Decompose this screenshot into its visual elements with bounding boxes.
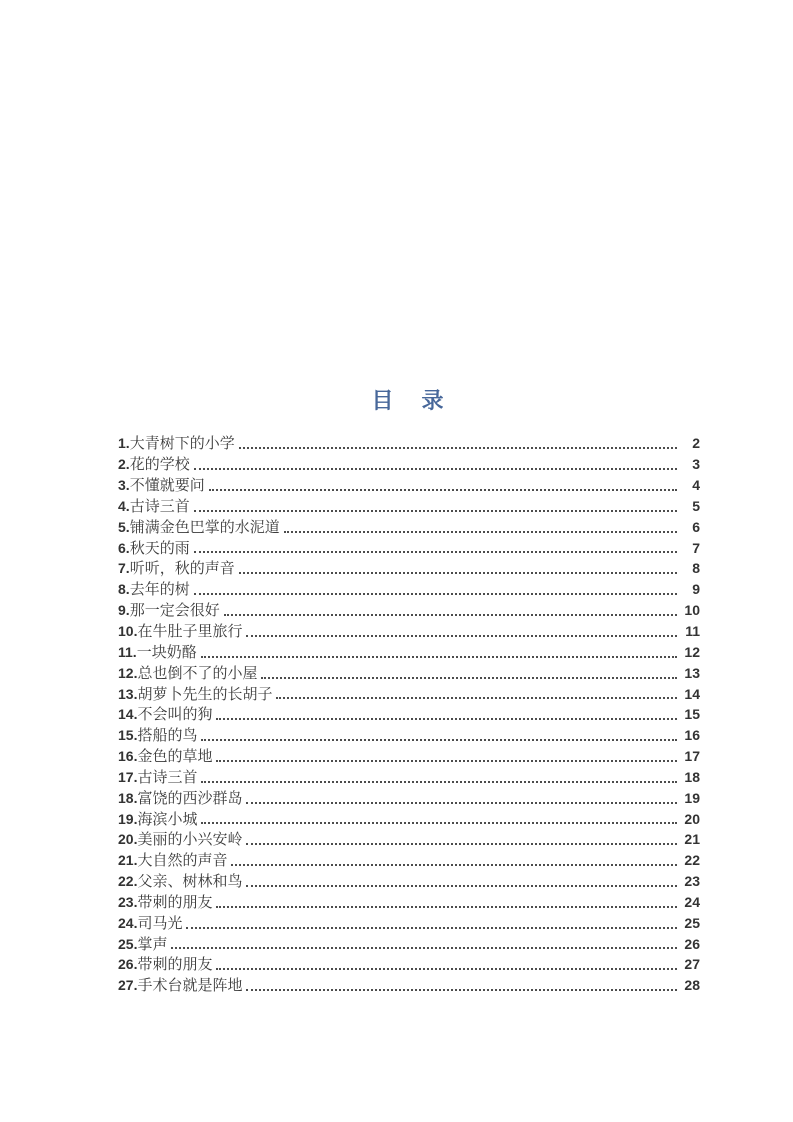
dotted-leader-line	[209, 489, 677, 491]
dotted-leader-line	[216, 760, 677, 762]
toc-entry[interactable]	[118, 933, 700, 954]
toc-entry-title: 古诗三首	[137, 768, 198, 786]
toc-entry-title: 去年的树	[129, 581, 190, 599]
toc-entry-title: 美丽的小兴安岭	[137, 831, 243, 849]
toc-entry[interactable]	[118, 620, 700, 641]
toc-entry-page: 25	[684, 914, 700, 931]
toc-entry-num: 13.	[118, 685, 138, 702]
toc-entry-page: 27	[684, 956, 700, 973]
toc-entry-page: 9	[692, 581, 700, 598]
toc-entry-title: 不会叫的狗	[137, 706, 213, 724]
toc-entry-num: 10.	[118, 622, 138, 639]
toc-entry-num: 22.	[118, 873, 138, 890]
dotted-leader-line	[246, 802, 677, 804]
dotted-leader-line	[186, 927, 677, 929]
dotted-leader-line	[246, 989, 677, 991]
toc-entry-page: 2	[692, 435, 700, 452]
toc-entry-num: 27.	[118, 977, 138, 994]
toc-entry-page: 3	[692, 456, 700, 473]
dotted-leader-line	[201, 822, 677, 824]
toc-entry-page: 13	[684, 664, 700, 681]
toc-entry[interactable]	[118, 662, 700, 683]
toc-entry-num: 1.	[118, 435, 130, 452]
toc-entry-num: 7.	[118, 560, 130, 577]
toc-entry-page: 4	[692, 477, 700, 494]
toc-entry-num: 17.	[118, 768, 138, 785]
toc-entry-num: 12.	[118, 664, 138, 681]
toc-entry-num: 5.	[118, 518, 130, 535]
toc-entry-title: 搭船的鸟	[137, 727, 198, 745]
toc-entry[interactable]	[118, 912, 700, 933]
toc-entry-title: 不懂就要问	[129, 477, 205, 495]
toc-entry-num: 15.	[118, 727, 138, 744]
toc-entry-page: 16	[684, 727, 700, 744]
toc-entry[interactable]	[118, 891, 700, 912]
dotted-leader-line	[216, 906, 677, 908]
toc-entry-title: 大青树下的小学	[129, 435, 235, 453]
toc-entry-num: 2.	[118, 456, 130, 473]
toc-entry[interactable]	[118, 641, 700, 662]
toc-list	[118, 432, 700, 995]
toc-entry-page: 5	[692, 497, 700, 514]
dotted-leader-line	[201, 656, 677, 658]
toc-entry-page: 24	[684, 893, 700, 910]
dotted-leader-line	[194, 593, 677, 595]
toc-entry-title: 海滨小城	[137, 810, 198, 828]
toc-entry[interactable]	[118, 849, 700, 870]
toc-entry-num: 20.	[118, 831, 138, 848]
toc-entry-page: 7	[692, 539, 700, 556]
dotted-leader-line	[194, 551, 677, 553]
toc-entry-num: 3.	[118, 477, 130, 494]
toc-entry-page: 22	[684, 852, 700, 869]
toc-entry[interactable]	[118, 516, 700, 537]
dotted-leader-line	[216, 718, 677, 720]
toc-entry-title: 手术台就是阵地	[137, 977, 243, 995]
toc-entry-title: 胡萝卜先生的长胡子	[137, 685, 273, 703]
toc-entry-num: 6.	[118, 539, 130, 556]
toc-entry-title: 秋天的雨	[129, 539, 190, 557]
dotted-leader-line	[276, 697, 677, 699]
toc-entry-num: 4.	[118, 497, 130, 514]
toc-entry[interactable]	[118, 745, 700, 766]
toc-entry-title: 花的学校	[129, 456, 190, 474]
dotted-leader-line	[194, 468, 677, 470]
toc-entry-title: 司马光	[137, 914, 183, 932]
toc-entry-page: 17	[684, 748, 700, 765]
toc-entry-page: 20	[684, 810, 700, 827]
toc-entry-num: 14.	[118, 706, 138, 723]
toc-entry[interactable]	[118, 453, 700, 474]
toc-entry-title: 带刺的朋友	[137, 956, 213, 974]
dotted-leader-line	[231, 864, 677, 866]
dotted-leader-line	[216, 968, 677, 970]
toc-entry[interactable]	[118, 578, 700, 599]
toc-entry-title: 在牛肚子里旅行	[137, 622, 243, 640]
toc-entry-title: 那一定会很好	[129, 602, 220, 620]
dotted-leader-line	[284, 531, 677, 533]
toc-entry-title: 父亲、树林和鸟	[137, 873, 243, 891]
dotted-leader-line	[224, 614, 677, 616]
toc-entry[interactable]	[118, 974, 700, 995]
toc-entry-page: 26	[684, 935, 700, 952]
toc-entry[interactable]	[118, 683, 700, 704]
toc-entry-title: 掌声	[137, 935, 168, 953]
toc-entry-num: 18.	[118, 789, 138, 806]
toc-entry-title: 古诗三首	[129, 497, 190, 515]
dotted-leader-line	[201, 781, 677, 783]
toc-entry-page: 28	[684, 977, 700, 994]
toc-entry-title: 带刺的朋友	[137, 893, 213, 911]
toc-entry-num: 8.	[118, 581, 130, 598]
toc-entry-title: 大自然的声音	[137, 852, 228, 870]
toc-entry[interactable]	[118, 828, 700, 849]
toc-entry-page: 23	[684, 873, 700, 890]
toc-entry[interactable]	[118, 537, 700, 558]
toc-entry[interactable]	[118, 787, 700, 808]
toc-entry-num: 23.	[118, 893, 138, 910]
dotted-leader-line	[261, 677, 677, 679]
toc-entry-num: 11.	[118, 643, 137, 660]
dotted-leader-line	[246, 635, 677, 637]
dotted-leader-line	[246, 885, 677, 887]
toc-entry-num: 9.	[118, 602, 130, 619]
toc-entry-title: 金色的草地	[137, 748, 213, 766]
toc-entry[interactable]	[118, 703, 700, 724]
dotted-leader-line	[171, 947, 677, 949]
toc-entry-page: 6	[692, 518, 700, 535]
toc-entry[interactable]	[118, 474, 700, 495]
toc-entry[interactable]	[118, 599, 700, 620]
dotted-leader-line	[239, 572, 677, 574]
toc-entry[interactable]	[118, 953, 700, 974]
toc-entry-num: 24.	[118, 914, 138, 931]
toc-entry-page: 8	[692, 560, 700, 577]
toc-entry-title: 总也倒不了的小屋	[137, 664, 258, 682]
toc-entry-page: 12	[684, 643, 700, 660]
toc-entry-page: 19	[684, 789, 700, 806]
toc-entry-page: 14	[684, 685, 700, 702]
toc-entry-page: 11	[685, 622, 700, 639]
toc-entry[interactable]	[118, 870, 700, 891]
toc-entry-num: 21.	[118, 852, 138, 869]
toc-entry-num: 25.	[118, 935, 138, 952]
dotted-leader-line	[239, 447, 677, 449]
toc-entry[interactable]	[118, 432, 700, 453]
toc-entry[interactable]	[118, 766, 700, 787]
dotted-leader-line	[194, 510, 677, 512]
toc-entry-page: 15	[684, 706, 700, 723]
toc-entry[interactable]	[118, 724, 700, 745]
toc-entry-num: 16.	[118, 748, 138, 765]
toc-title: 目 录	[371, 388, 447, 413]
dotted-leader-line	[201, 739, 677, 741]
dotted-leader-line	[246, 843, 677, 845]
toc-entry-num: 26.	[118, 956, 138, 973]
toc-entry-num: 19.	[118, 810, 138, 827]
toc-entry-title: 听听，秋的声音	[129, 560, 235, 578]
toc-entry-title: 铺满金色巴掌的水泥道	[129, 518, 280, 536]
toc-entry-page: 21	[684, 831, 700, 848]
toc-entry-page: 10	[684, 602, 700, 619]
toc-entry-page: 18	[684, 768, 700, 785]
toc-entry[interactable]	[118, 808, 700, 829]
toc-entry-title: 富饶的西沙群岛	[137, 789, 243, 807]
toc-entry[interactable]	[118, 495, 700, 516]
toc-entry-title: 一块奶酪	[136, 643, 197, 661]
toc-entry[interactable]	[118, 557, 700, 578]
